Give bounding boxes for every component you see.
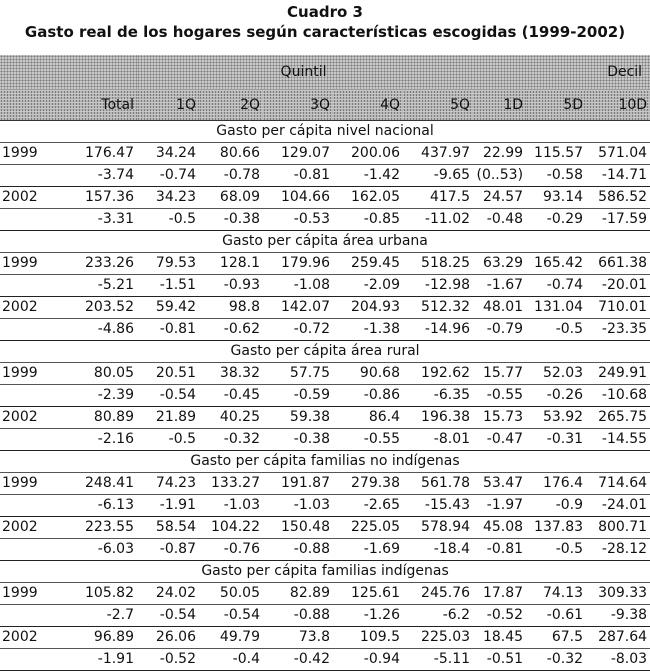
- year-cell: 1999: [0, 363, 57, 385]
- year-cell: [0, 385, 57, 407]
- section-title: Gasto per cápita área urbana: [0, 231, 650, 253]
- value-cell: 586.52: [586, 187, 650, 209]
- table-row: [0, 583, 650, 605]
- table-row: [0, 407, 650, 429]
- value-cell: -1.03: [263, 495, 333, 517]
- value-cell: -0.88: [263, 539, 333, 561]
- value-cell: 57.75: [263, 363, 333, 385]
- value-cell: 203.52: [57, 297, 137, 319]
- section-title: Gasto per cápita nivel nacional: [0, 121, 650, 143]
- year-cell: [0, 275, 57, 297]
- column-header: 1Q: [137, 90, 199, 121]
- value-cell: -0.94: [333, 649, 403, 671]
- value-cell: 309.33: [586, 583, 650, 605]
- column-header: 1D: [473, 90, 526, 121]
- value-cell: -0.85: [333, 209, 403, 231]
- table-title: Gasto real de los hogares según características escogidas (1999-2002): [24, 23, 626, 41]
- value-cell: 38.32: [199, 363, 263, 385]
- value-cell: 157.36: [57, 187, 137, 209]
- value-cell: -14.96: [403, 319, 473, 341]
- value-cell: 249.91: [586, 363, 650, 385]
- value-cell: -12.98: [403, 275, 473, 297]
- value-cell: 165.42: [526, 253, 586, 275]
- value-cell: -0.38: [263, 429, 333, 451]
- year-cell: 2002: [0, 407, 57, 429]
- value-cell: -1.91: [57, 649, 137, 671]
- value-cell: -15.43: [403, 495, 473, 517]
- table-row: [0, 363, 650, 385]
- value-cell: 225.05: [333, 517, 403, 539]
- value-cell: -0.81: [473, 539, 526, 561]
- table-row: [0, 429, 650, 451]
- decil-group-header: Decil: [473, 55, 650, 90]
- value-cell: -24.01: [586, 495, 650, 517]
- value-cell: 80.89: [57, 407, 137, 429]
- value-cell: 128.1: [199, 253, 263, 275]
- value-cell: 162.05: [333, 187, 403, 209]
- value-cell: 561.78: [403, 473, 473, 495]
- value-cell: -0.81: [137, 319, 199, 341]
- value-cell: 73.8: [263, 627, 333, 649]
- value-cell: 82.89: [263, 583, 333, 605]
- value-cell: 233.26: [57, 253, 137, 275]
- value-cell: -1.08: [263, 275, 333, 297]
- value-cell: -3.74: [57, 165, 137, 187]
- value-cell: -0.74: [526, 275, 586, 297]
- section-title: Gasto per cápita área rural: [0, 341, 650, 363]
- value-cell: -0.38: [199, 209, 263, 231]
- value-cell: 58.54: [137, 517, 199, 539]
- value-cell: 18.45: [473, 627, 526, 649]
- section-title-row: [0, 451, 650, 473]
- value-cell: 417.5: [403, 187, 473, 209]
- value-cell: 24.02: [137, 583, 199, 605]
- value-cell: -5.21: [57, 275, 137, 297]
- table-row: [0, 385, 650, 407]
- value-cell: -0.9: [526, 495, 586, 517]
- value-cell: 223.55: [57, 517, 137, 539]
- value-cell: -1.91: [137, 495, 199, 517]
- value-cell: -0.59: [263, 385, 333, 407]
- value-cell: -2.7: [57, 605, 137, 627]
- section-title-row: [0, 121, 650, 143]
- value-cell: -1.03: [199, 495, 263, 517]
- table-row: [0, 495, 650, 517]
- value-cell: 204.93: [333, 297, 403, 319]
- column-header: 5Q: [403, 90, 473, 121]
- table-row: [0, 649, 650, 671]
- value-cell: 245.76: [403, 583, 473, 605]
- value-cell: -2.16: [57, 429, 137, 451]
- value-cell: -6.35: [403, 385, 473, 407]
- value-cell: 68.09: [199, 187, 263, 209]
- value-cell: -0.53: [263, 209, 333, 231]
- value-cell: -0.54: [137, 385, 199, 407]
- value-cell: -6.03: [57, 539, 137, 561]
- value-cell: -0.81: [263, 165, 333, 187]
- value-cell: 49.79: [199, 627, 263, 649]
- year-cell: [0, 649, 57, 671]
- table-row: [0, 605, 650, 627]
- value-cell: -0.76: [199, 539, 263, 561]
- value-cell: -0.52: [137, 649, 199, 671]
- value-cell: 59.42: [137, 297, 199, 319]
- value-cell: 248.41: [57, 473, 137, 495]
- value-cell: 15.77: [473, 363, 526, 385]
- value-cell: 191.87: [263, 473, 333, 495]
- value-cell: -0.51: [473, 649, 526, 671]
- value-cell: -1.69: [333, 539, 403, 561]
- value-cell: 86.4: [333, 407, 403, 429]
- column-header: 2Q: [199, 90, 263, 121]
- value-cell: 133.27: [199, 473, 263, 495]
- value-cell: 176.4: [526, 473, 586, 495]
- value-cell: -0.32: [526, 649, 586, 671]
- value-cell: -8.01: [403, 429, 473, 451]
- value-cell: 279.38: [333, 473, 403, 495]
- value-cell: 74.13: [526, 583, 586, 605]
- value-cell: -0.29: [526, 209, 586, 231]
- value-cell: -1.67: [473, 275, 526, 297]
- table-row: [0, 143, 650, 165]
- value-cell: -0.74: [137, 165, 199, 187]
- value-cell: -23.35: [586, 319, 650, 341]
- value-cell: -0.87: [137, 539, 199, 561]
- value-cell: -8.03: [586, 649, 650, 671]
- value-cell: 90.68: [333, 363, 403, 385]
- table-row: [0, 209, 650, 231]
- year-cell: [0, 605, 57, 627]
- value-cell: -0.61: [526, 605, 586, 627]
- corner-cell: [0, 90, 57, 121]
- value-cell: -4.86: [57, 319, 137, 341]
- year-cell: [0, 319, 57, 341]
- value-cell: 59.38: [263, 407, 333, 429]
- value-cell: 225.03: [403, 627, 473, 649]
- value-cell: -0.86: [333, 385, 403, 407]
- value-cell: -2.39: [57, 385, 137, 407]
- header-group-row: [0, 55, 650, 90]
- value-cell: 259.45: [333, 253, 403, 275]
- value-cell: 26.06: [137, 627, 199, 649]
- value-cell: -3.31: [57, 209, 137, 231]
- value-cell: 287.64: [586, 627, 650, 649]
- value-cell: -1.42: [333, 165, 403, 187]
- value-cell: 800.71: [586, 517, 650, 539]
- year-cell: 1999: [0, 253, 57, 275]
- section-title: Gasto per cápita familias no indígenas: [0, 451, 650, 473]
- year-cell: 1999: [0, 583, 57, 605]
- value-cell: 17.87: [473, 583, 526, 605]
- column-header: 10D: [586, 90, 650, 121]
- value-cell: -17.59: [586, 209, 650, 231]
- value-cell: 96.89: [57, 627, 137, 649]
- value-cell: 98.8: [199, 297, 263, 319]
- value-cell: 93.14: [526, 187, 586, 209]
- value-cell: -0.45: [199, 385, 263, 407]
- value-cell: -0.26: [526, 385, 586, 407]
- value-cell: -0.55: [333, 429, 403, 451]
- value-cell: 518.25: [403, 253, 473, 275]
- table-row: [0, 627, 650, 649]
- table-row: [0, 539, 650, 561]
- value-cell: -0.5: [526, 539, 586, 561]
- value-cell: 45.08: [473, 517, 526, 539]
- column-header: Total: [57, 90, 137, 121]
- value-cell: -0.48: [473, 209, 526, 231]
- year-cell: [0, 165, 57, 187]
- value-cell: -1.51: [137, 275, 199, 297]
- value-cell: -14.55: [586, 429, 650, 451]
- section-title-row: [0, 561, 650, 583]
- value-cell: 200.06: [333, 143, 403, 165]
- value-cell: 578.94: [403, 517, 473, 539]
- value-cell: 80.05: [57, 363, 137, 385]
- section-title: Gasto per cápita familias indígenas: [0, 561, 650, 583]
- table-row: [0, 517, 650, 539]
- value-cell: -0.58: [526, 165, 586, 187]
- value-cell: 40.25: [199, 407, 263, 429]
- table-row: [0, 253, 650, 275]
- value-cell: 24.57: [473, 187, 526, 209]
- value-cell: 104.22: [199, 517, 263, 539]
- year-cell: 2002: [0, 517, 57, 539]
- value-cell: -2.65: [333, 495, 403, 517]
- value-cell: (0..53): [473, 165, 526, 187]
- column-header: 4Q: [333, 90, 403, 121]
- value-cell: -0.88: [263, 605, 333, 627]
- value-cell: -14.71: [586, 165, 650, 187]
- table-row: [0, 473, 650, 495]
- value-cell: 150.48: [263, 517, 333, 539]
- value-cell: -0.55: [473, 385, 526, 407]
- value-cell: 710.01: [586, 297, 650, 319]
- value-cell: 129.07: [263, 143, 333, 165]
- value-cell: 80.66: [199, 143, 263, 165]
- value-cell: -0.54: [199, 605, 263, 627]
- year-cell: 1999: [0, 473, 57, 495]
- value-cell: -0.5: [526, 319, 586, 341]
- header-column-row: [0, 90, 650, 121]
- value-cell: 34.24: [137, 143, 199, 165]
- value-cell: 661.38: [586, 253, 650, 275]
- table-row: [0, 319, 650, 341]
- corner-cell: [0, 55, 57, 90]
- year-cell: [0, 209, 57, 231]
- value-cell: 104.66: [263, 187, 333, 209]
- value-cell: -0.93: [199, 275, 263, 297]
- value-cell: 437.97: [403, 143, 473, 165]
- value-cell: -20.01: [586, 275, 650, 297]
- value-cell: -0.62: [199, 319, 263, 341]
- value-cell: -0.32: [199, 429, 263, 451]
- value-cell: 52.03: [526, 363, 586, 385]
- value-cell: 79.53: [137, 253, 199, 275]
- value-cell: -18.4: [403, 539, 473, 561]
- table-row: [0, 165, 650, 187]
- value-cell: 34.23: [137, 187, 199, 209]
- value-cell: 142.07: [263, 297, 333, 319]
- year-cell: [0, 429, 57, 451]
- value-cell: -1.26: [333, 605, 403, 627]
- value-cell: -1.38: [333, 319, 403, 341]
- value-cell: -28.12: [586, 539, 650, 561]
- value-cell: -9.38: [586, 605, 650, 627]
- table-row: [0, 275, 650, 297]
- value-cell: 48.01: [473, 297, 526, 319]
- value-cell: -10.68: [586, 385, 650, 407]
- value-cell: 53.92: [526, 407, 586, 429]
- value-cell: 15.73: [473, 407, 526, 429]
- value-cell: 192.62: [403, 363, 473, 385]
- value-cell: -0.52: [473, 605, 526, 627]
- value-cell: 109.5: [333, 627, 403, 649]
- value-cell: 63.29: [473, 253, 526, 275]
- column-header: 5D: [526, 90, 586, 121]
- value-cell: 512.32: [403, 297, 473, 319]
- table-caption: [0, 2, 650, 42]
- table-body: [0, 121, 650, 671]
- year-cell: [0, 539, 57, 561]
- value-cell: 176.47: [57, 143, 137, 165]
- quintil-group-header: Quintil: [137, 55, 473, 90]
- value-cell: -6.13: [57, 495, 137, 517]
- value-cell: -0.78: [199, 165, 263, 187]
- value-cell: 125.61: [333, 583, 403, 605]
- value-cell: 196.38: [403, 407, 473, 429]
- value-cell: -0.79: [473, 319, 526, 341]
- column-header: 3Q: [263, 90, 333, 121]
- value-cell: 571.04: [586, 143, 650, 165]
- value-cell: -9.65: [403, 165, 473, 187]
- table-row: [0, 187, 650, 209]
- value-cell: -0.31: [526, 429, 586, 451]
- value-cell: -2.09: [333, 275, 403, 297]
- value-cell: 22.99: [473, 143, 526, 165]
- value-cell: -0.47: [473, 429, 526, 451]
- section-title-row: [0, 341, 650, 363]
- value-cell: 131.04: [526, 297, 586, 319]
- value-cell: 105.82: [57, 583, 137, 605]
- table-number: Cuadro 3: [287, 3, 363, 21]
- value-cell: -11.02: [403, 209, 473, 231]
- value-cell: 714.64: [586, 473, 650, 495]
- value-cell: -6.2: [403, 605, 473, 627]
- value-cell: 50.05: [199, 583, 263, 605]
- value-cell: -0.54: [137, 605, 199, 627]
- value-cell: 21.89: [137, 407, 199, 429]
- value-cell: -0.42: [263, 649, 333, 671]
- value-cell: -0.5: [137, 429, 199, 451]
- value-cell: 67.5: [526, 627, 586, 649]
- value-cell: -0.72: [263, 319, 333, 341]
- year-cell: 1999: [0, 143, 57, 165]
- total-group-cell: [57, 55, 137, 90]
- value-cell: 74.23: [137, 473, 199, 495]
- value-cell: 20.51: [137, 363, 199, 385]
- value-cell: 265.75: [586, 407, 650, 429]
- value-cell: 137.83: [526, 517, 586, 539]
- value-cell: -1.97: [473, 495, 526, 517]
- data-table: [0, 55, 650, 671]
- year-cell: 2002: [0, 627, 57, 649]
- year-cell: [0, 495, 57, 517]
- year-cell: 2002: [0, 297, 57, 319]
- value-cell: 115.57: [526, 143, 586, 165]
- value-cell: -5.11: [403, 649, 473, 671]
- section-title-row: [0, 231, 650, 253]
- value-cell: 179.96: [263, 253, 333, 275]
- value-cell: -0.4: [199, 649, 263, 671]
- table-row: [0, 297, 650, 319]
- value-cell: 53.47: [473, 473, 526, 495]
- year-cell: 2002: [0, 187, 57, 209]
- value-cell: -0.5: [137, 209, 199, 231]
